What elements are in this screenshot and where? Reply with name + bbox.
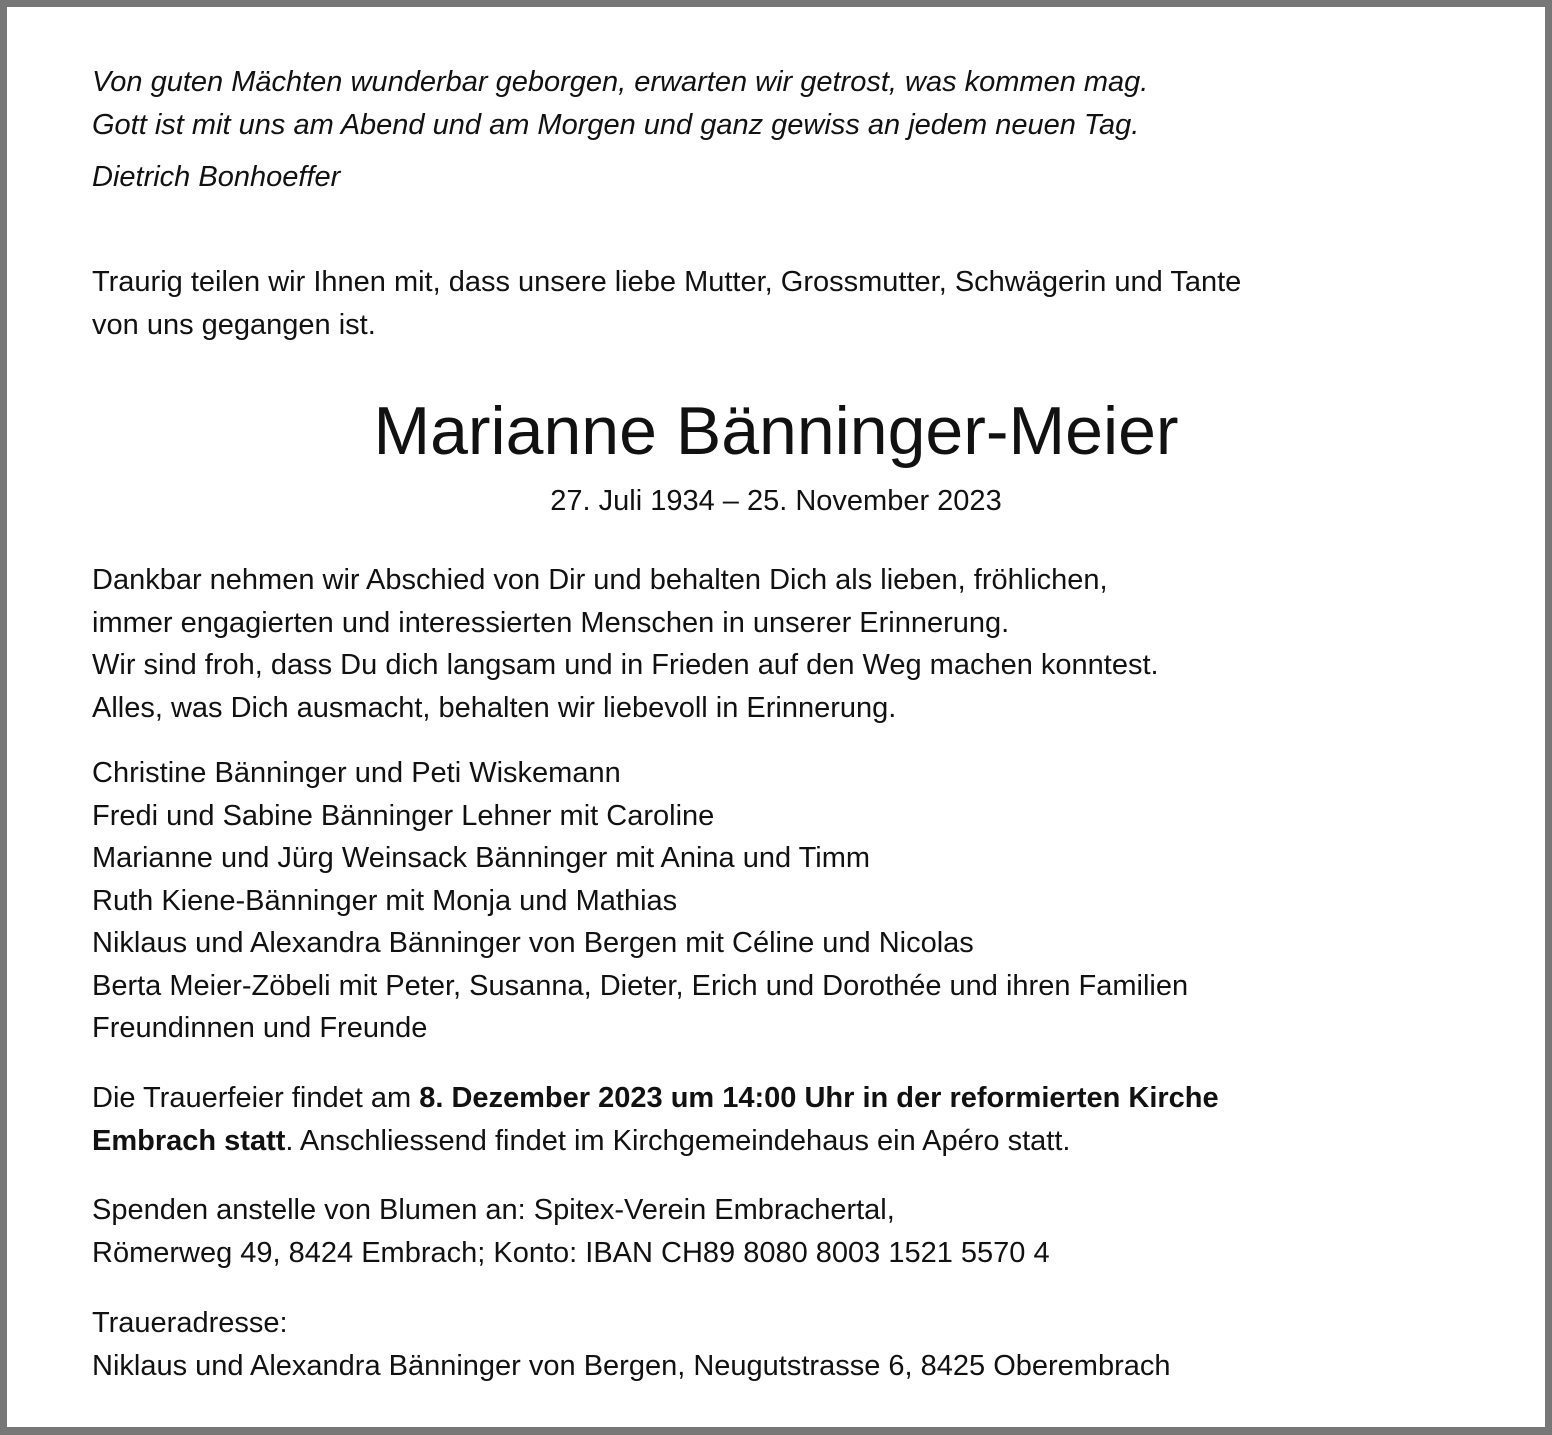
service-date-place: 8. Dezember 2023 um 14:00 Uhr in der reformierten Kirche [419,1082,1219,1114]
donation-line: Spenden anstelle von Blumen an: Spitex-Verein Embrachertal, [92,1194,895,1226]
donations-info [92,1189,1050,1274]
tribute-text [92,559,1159,729]
quote [92,61,1148,199]
tribute-line: Alles, was Dich ausmacht, behalten wir liebevoll in Erinnerung. [92,691,897,724]
mourner: Fredi und Sabine Bänninger Lehner mit Caroline [92,799,715,832]
service-prefix: Die Trauerfeier findet am [92,1082,420,1114]
mourners-list [92,752,1188,1050]
tribute-line: immer engagierten und interessierten Menschen in unserer Erinnerung. [92,606,1010,639]
deceased-name: Marianne Bänninger-Meier [373,393,1179,469]
mourner: Christine Bänninger und Peti Wiskemann [92,757,621,789]
donation-line: Römerweg 49, 8424 Embrach; Konto: IBAN CH89 8080 8003 1521 5570 4 [92,1236,1050,1269]
life-dates: 27. Juli 1934 – 25. November 2023 [550,485,1002,517]
intro-line: Traurig teilen wir Ihnen mit, dass unsere liebe Mutter, Grossmutter, Schwägerin und Tante [92,266,1242,298]
intro-text [92,261,1241,346]
service-suffix: . Anschliessend findet im Kirchgemeindehaus ein Apéro statt. [285,1124,1071,1157]
service-location: Embrach statt [92,1124,286,1157]
mourner: Marianne und Jürg Weinsack Bänninger mit Anina und Timm [92,842,871,874]
mourner: Niklaus und Alexandra Bänninger von Bergen mit Céline und Nicolas [92,927,974,959]
tribute-line: Wir sind froh, dass Du dich langsam und in Frieden auf den Weg machen konntest. [92,649,1159,681]
obituary-page [7,7,1545,1427]
quote-line: Gott ist mit uns am Abend und am Morgen und ganz gewiss an jedem neuen Tag. [92,108,1140,141]
mourner: Freundinnen und Freunde [92,1012,428,1044]
quote-author: Dietrich Bonhoeffer [92,161,341,193]
service-info [92,1077,1219,1162]
mourner: Ruth Kiene-Bänninger mit Monja und Mathias [92,884,678,917]
address-value: Niklaus und Alexandra Bänninger von Bergen, Neugutstrasse 6, 8425 Oberembrach [92,1349,1171,1382]
tribute-line: Dankbar nehmen wir Abschied von Dir und behalten Dich als lieben, fröhlichen, [92,564,1108,596]
mourning-address [92,1302,1171,1387]
intro-line: von uns gegangen ist. [92,308,376,341]
quote-line: Von guten Mächten wunderbar geborgen, erwarten wir getrost, was kommen mag. [92,66,1149,98]
address-label: Traueradresse: [92,1307,288,1339]
mourner: Berta Meier-Zöbeli mit Peter, Susanna, Dieter, Erich und Dorothée und ihren Familien [92,969,1189,1002]
